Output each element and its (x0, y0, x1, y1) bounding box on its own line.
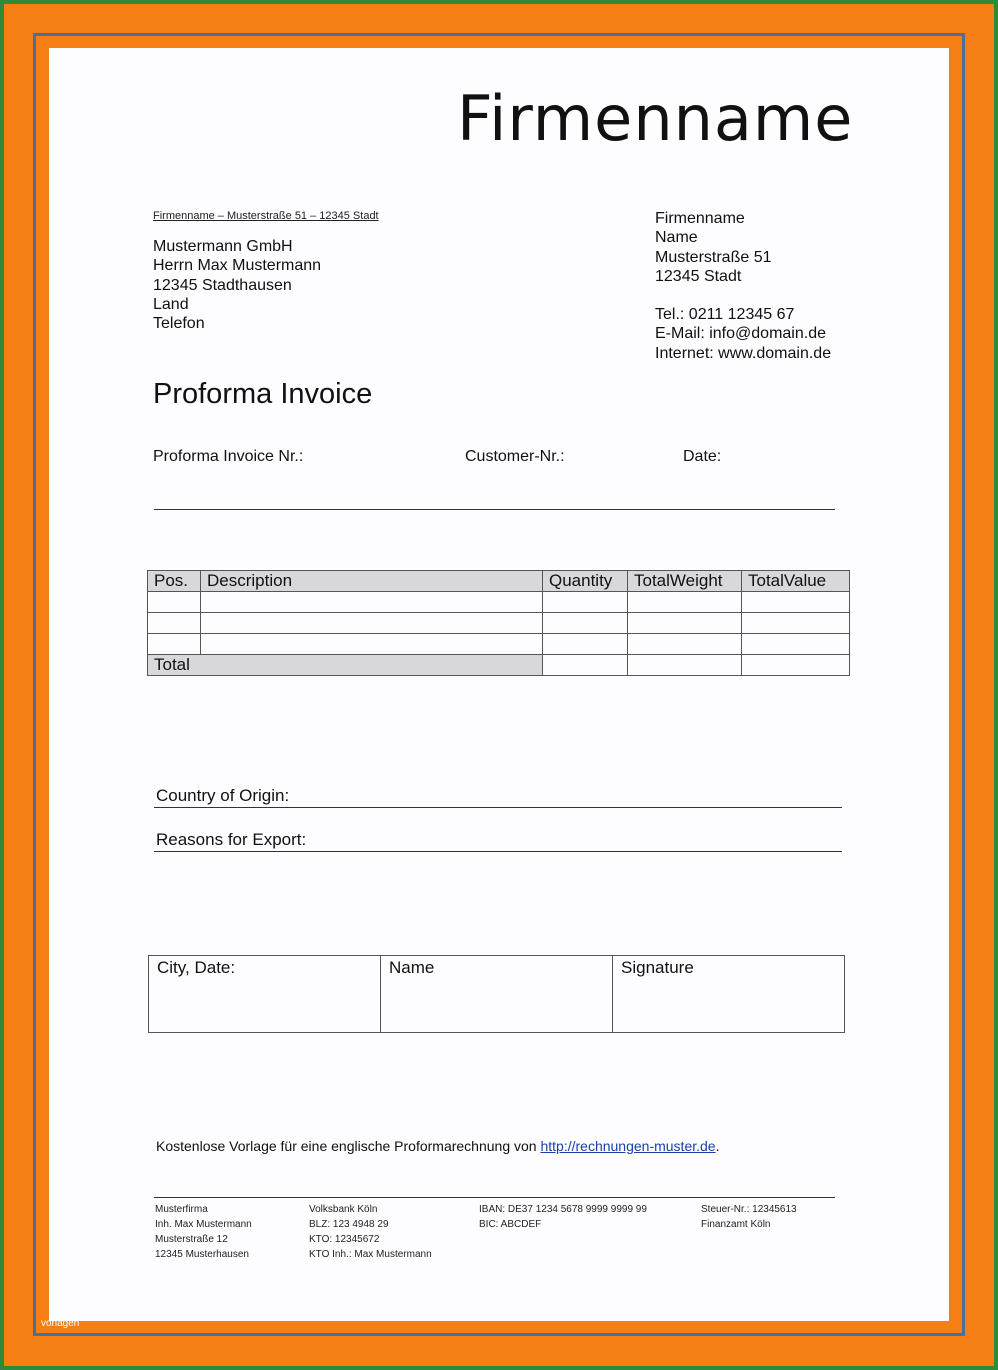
table-cell[interactable] (148, 613, 201, 634)
table-row (148, 634, 850, 655)
table-row (148, 592, 850, 613)
contact-phone: Tel.: 0211 12345 67 (655, 306, 795, 324)
table-cell[interactable] (742, 613, 850, 634)
footer-line: Inh. Max Mustermann (155, 1219, 252, 1230)
contact-email: E-Mail: info@domain.de (655, 325, 826, 343)
footer-line: KTO Inh.: Max Mustermann (309, 1249, 432, 1260)
signature-cell[interactable]: Signature (613, 956, 845, 1033)
footer-company (155, 1202, 252, 1262)
table-cell[interactable] (742, 634, 850, 655)
footer-line: Musterstraße 12 (155, 1234, 228, 1245)
total-weight-cell[interactable] (628, 655, 742, 676)
sender-address (655, 209, 831, 363)
sender-return-line: Firmenname – Musterstraße 51 – 12345 Stadt (153, 210, 379, 222)
sender-line: Firmenname (655, 210, 745, 227)
recipient-line: 12345 Stadthausen (153, 276, 292, 294)
company-name-heading: Firmenname (457, 82, 854, 155)
recipient-line: Telefon (153, 315, 205, 333)
footer-line: IBAN: DE37 1234 5678 9999 9999 99 (479, 1204, 647, 1215)
table-cell[interactable] (543, 592, 628, 613)
customer-number-label: Customer-Nr.: (465, 448, 565, 465)
table-row (148, 613, 850, 634)
name-cell[interactable]: Name (381, 956, 613, 1033)
footer-line: KTO: 12345672 (309, 1234, 380, 1245)
watermark-text: vorlagen (41, 1318, 80, 1329)
footnote (156, 1138, 719, 1154)
recipient-line: Land (153, 295, 189, 313)
footer-line: 12345 Musterhausen (155, 1249, 249, 1260)
footer-tax (701, 1202, 797, 1232)
footer-divider (154, 1197, 835, 1198)
table-cell[interactable] (543, 634, 628, 655)
items-table (147, 570, 850, 676)
column-header-quantity: Quantity (543, 571, 628, 592)
recipient-address (153, 237, 321, 333)
document-title: Proforma Invoice (153, 378, 373, 410)
footer-bank (309, 1202, 432, 1262)
table-cell[interactable] (148, 592, 201, 613)
signature-row (149, 956, 845, 1033)
footer-line: Volksbank Köln (309, 1204, 378, 1215)
footer-line: Musterfirma (155, 1204, 208, 1215)
footer-line: Steuer-Nr.: 12345613 (701, 1204, 797, 1215)
table-cell[interactable] (742, 592, 850, 613)
table-cell[interactable] (201, 613, 543, 634)
footer-line: BIC: ABCDEF (479, 1219, 542, 1230)
sender-line: Musterstraße 51 (655, 248, 772, 266)
total-label: Total (148, 655, 543, 676)
table-cell[interactable] (148, 634, 201, 655)
table-cell[interactable] (543, 613, 628, 634)
items-table-header (148, 571, 850, 592)
date-label: Date: (683, 448, 722, 465)
footer-iban (479, 1202, 647, 1232)
country-of-origin-line[interactable] (154, 807, 842, 808)
city-date-cell[interactable]: City, Date: (149, 956, 381, 1033)
table-cell[interactable] (628, 634, 742, 655)
total-quantity-cell[interactable] (543, 655, 628, 676)
table-cell[interactable] (201, 592, 543, 613)
total-row (148, 655, 850, 676)
reasons-for-export-line[interactable] (154, 851, 842, 852)
sender-line: 12345 Stadt (655, 267, 742, 285)
meta-divider (154, 509, 835, 510)
footer-line: Finanzamt Köln (701, 1219, 771, 1230)
column-header-total-value: TotalValue (742, 571, 850, 592)
country-of-origin-label: Country of Origin: (156, 786, 290, 805)
recipient-line: Herrn Max Mustermann (153, 257, 322, 275)
table-cell[interactable] (201, 634, 543, 655)
column-header-pos: Pos. (148, 571, 201, 592)
recipient-line: Mustermann GmbH (153, 238, 293, 255)
table-cell[interactable] (628, 613, 742, 634)
signature-table (148, 955, 845, 1033)
footnote-suffix: . (715, 1138, 720, 1154)
footnote-link[interactable]: http://rechnungen-muster.de (540, 1138, 716, 1154)
table-cell[interactable] (628, 592, 742, 613)
invoice-number-label: Proforma Invoice Nr.: (153, 448, 304, 465)
total-value-cell[interactable] (742, 655, 850, 676)
column-header-total-weight: TotalWeight (628, 571, 742, 592)
contact-website: Internet: www.domain.de (655, 344, 832, 362)
document-page (41, 48, 949, 1329)
reasons-for-export-label: Reasons for Export: (156, 830, 307, 849)
column-header-description: Description (201, 571, 543, 592)
footnote-text: Kostenlose Vorlage für eine englische Proformarechnung von (156, 1138, 541, 1154)
footer-line: BLZ: 123 4948 29 (309, 1219, 389, 1230)
sender-line: Name (655, 229, 698, 247)
